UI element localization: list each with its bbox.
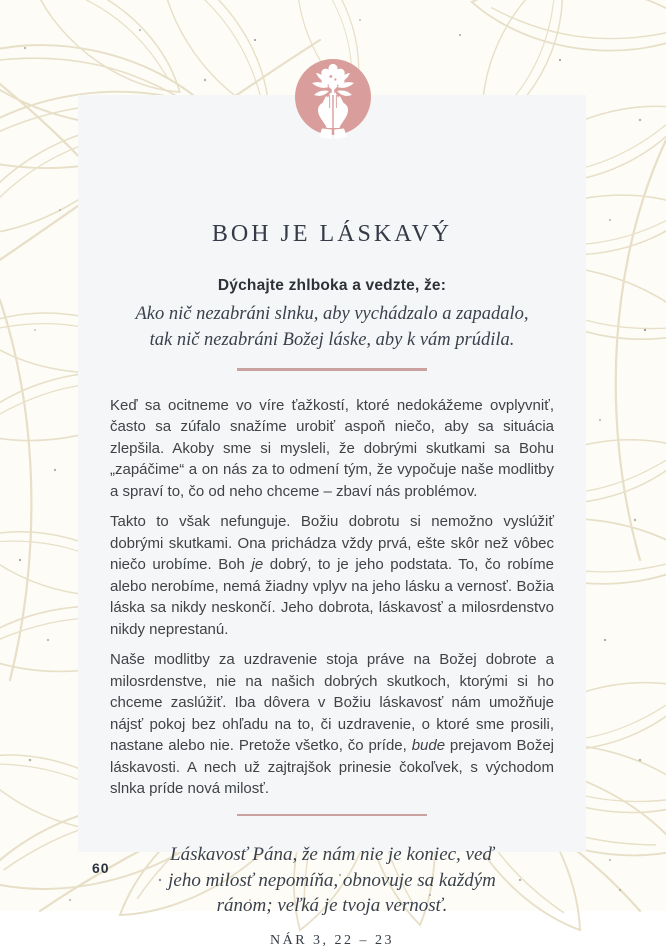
intro-quote-line: Ako nič nezabráni slnku, aby vychádzalo a zapadalo, (135, 304, 529, 324)
body-paragraph: Naše modlitby za uzdravenie stoja práve na Božej dobrote a milosrdenstve, nie na našich dobrých skutkoch, ktorými si ho chceme zaslúžiť. Iba dôvera v Božiu láskavosť nám umožňuje nájsť pokoj bez ohľadu na to, či uzdravenie, o ktoré sme prosili, nastane alebo nie. Pretože všetko, čo príde, bude prejavom Božej láskavosti. A nech už zajtrajšok prinesie čokoľvek, s východom slnka príde nová milosť. (110, 651, 554, 797)
intro-lead: Dýchajte zhlboka a vedzte, že: (217, 277, 447, 294)
intro-quote-line: tak nič nezabráni Božej láske, aby k vám prúdila. (149, 330, 515, 350)
ornament-divider (237, 814, 427, 817)
chapter-badge (295, 59, 371, 135)
page-number: 60 (92, 860, 110, 876)
body-text (78, 371, 586, 800)
praying-hands-bouquet-icon (295, 59, 371, 135)
body-paragraph: Keď sa ocitneme vo víre ťažkostí, ktoré nedokážeme ovplyvniť, často sa zúfalo snažíme urobiť aspoň niečo, aby sa situácia zlepšila. Akoby sme si mysleli, že dobrými skutkami sa Bohu „zapáčime“ a on nás za to odmení tým, že vypočuje naše modlitby a spraví to, čo od neho chceme – zbaví nás problémov. (110, 396, 554, 500)
page-title: BOH JE LÁSKAVÝ (211, 221, 453, 247)
scripture-quote-line: ránom; veľká je tvoja vernosť. (216, 895, 448, 916)
scripture-quote-line: Láskavosť Pána, že nám nie je koniec, veď (170, 844, 494, 865)
scripture-quote (78, 842, 586, 919)
scripture-reference: NÁR 3, 22 – 23 (269, 932, 395, 948)
intro-quote (78, 301, 586, 353)
body-paragraph: Takto to však nefunguje. Božiu dobrotu si nemožno vyslúžiť dobrými skutkami. Ona prichádza vždy prvá, ešte skôr než vôbec niečo urobíme. Boh je dobrý, to je jeho podstata. To, čo robíme alebo nerobíme, nemá žiadny vplyv na jeho lásku a vernosť. Božia láska sa nikdy neskončí. Jeho dobrota, láskavosť a milosrdenstvo nikdy neprestanú. (110, 513, 554, 638)
scripture-quote-line: jeho milosť nepomíňa, obnovuje sa každým (168, 869, 496, 891)
